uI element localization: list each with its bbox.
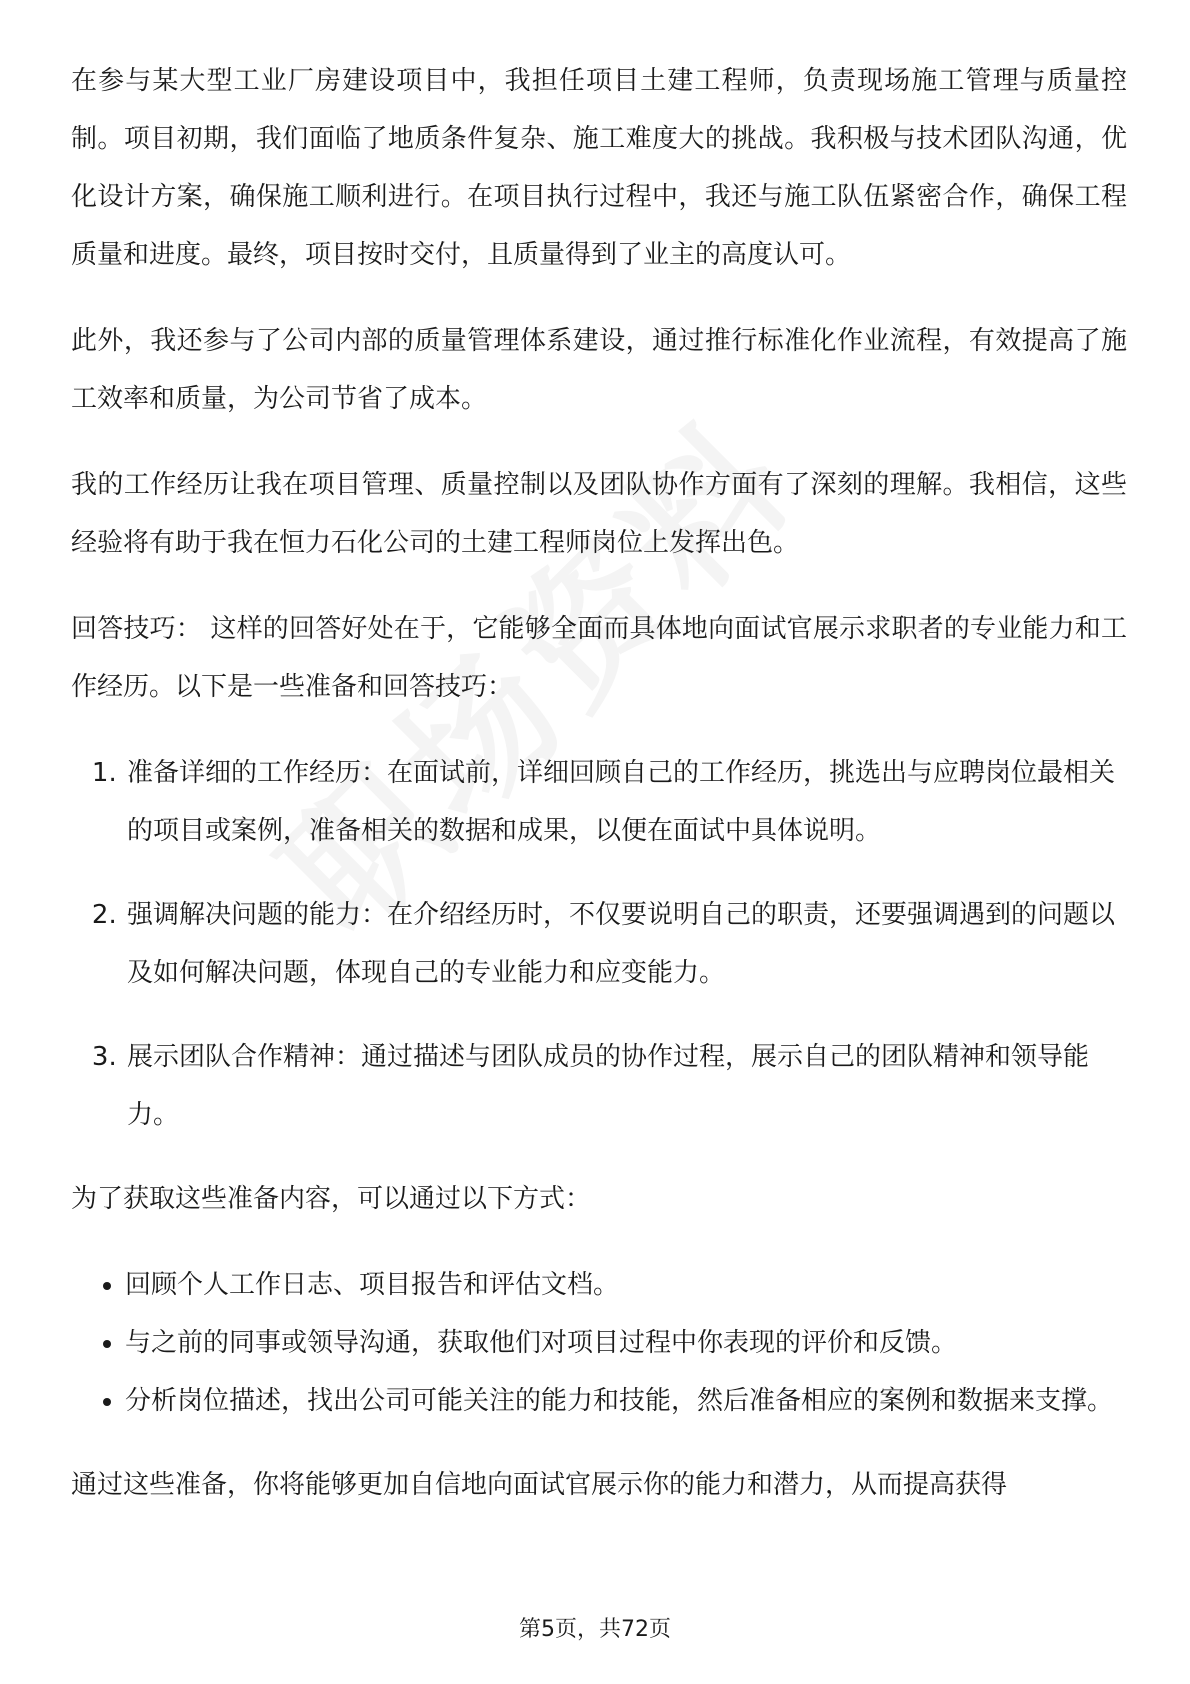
- list-item: • 分析岗位描述，找出公司可能关注的能力和技能，然后准备相应的案例和数据来支撑。: [125, 1372, 1127, 1430]
- list-item: • 回顾个人工作日志、项目报告和评估文档。: [125, 1256, 1127, 1314]
- list-item: 2. 强调解决问题的能力：在介绍经历时，不仅要说明自己的职责，还要强调遇到的问题以及如何解决问题，体现自己的专业能力和应变能力。: [125, 886, 1127, 1002]
- tips-list: [71, 744, 1127, 1144]
- paragraph-answer-tips-intro: 回答技巧： 这样的回答好处在于，它能够全面而具体地向面试官展示求职者的专业能力和工作经历。以下是一些准备和回答技巧：: [71, 614, 1127, 702]
- list-item: • 与之前的同事或领导沟通，获取他们对项目过程中你表现的评价和反馈。: [125, 1314, 1127, 1372]
- list-item: 1. 准备详细的工作经历：在面试前，详细回顾自己的工作经历，挑选出与应聘岗位最相关的项目或案例，准备相关的数据和成果，以便在面试中具体说明。: [125, 744, 1127, 860]
- paragraph-conclusion: 通过这些准备，你将能够更加自信地向面试官展示你的能力和潜力，从而提高获得: [71, 1470, 1008, 1500]
- paragraph-project-experience: 在参与某大型工业厂房建设项目中，我担任项目土建工程师，负责现场施工管理与质量控制。项目初期，我们面临了地质条件复杂、施工难度大的挑战。我积极与技术团队沟通，优化设计方案，确保施工顺利进行。在项目执行过程中，我还与施工队伍紧密合作，确保工程质量和进度。最终，项目按时交付，且质量得到了业主的高度认可。: [71, 66, 1127, 270]
- list-item: 3. 展示团队合作精神：通过描述与团队成员的协作过程，展示自己的团队精神和领导能力。: [125, 1028, 1127, 1144]
- page-number: 第5页，共72页: [519, 1617, 671, 1642]
- document-body: [71, 52, 1127, 1542]
- paragraph-quality-system: 此外，我还参与了公司内部的质量管理体系建设，通过推行标准化作业流程，有效提高了施工效率和质量，为公司节省了成本。: [71, 326, 1127, 414]
- paragraph-methods-intro: 为了获取这些准备内容，可以通过以下方式：: [71, 1184, 592, 1214]
- paragraph-summary: 我的工作经历让我在项目管理、质量控制以及团队协作方面有了深刻的理解。我相信，这些经验将有助于我在恒力石化公司的土建工程师岗位上发挥出色。: [71, 470, 1127, 558]
- methods-list: [71, 1256, 1127, 1430]
